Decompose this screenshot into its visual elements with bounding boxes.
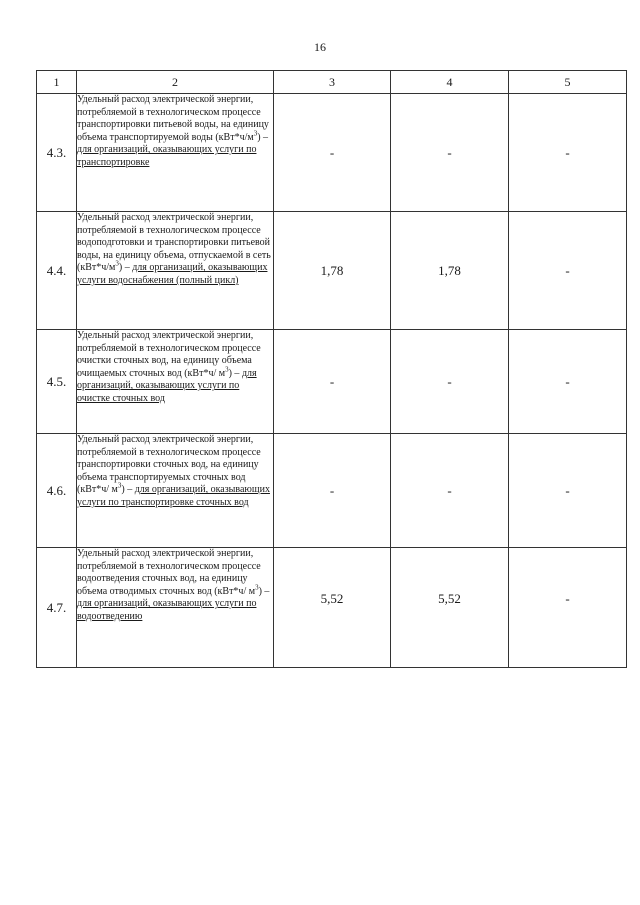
value-col3: - xyxy=(274,94,391,212)
value-col4: - xyxy=(391,330,509,434)
value-col3: - xyxy=(274,434,391,548)
row-description xyxy=(77,434,274,548)
indicators-table xyxy=(36,70,627,668)
table-row xyxy=(37,94,627,212)
description-superscript: 3 xyxy=(225,365,229,374)
value-col4: 1,78 xyxy=(391,212,509,330)
column-header-4: 4 xyxy=(391,71,509,94)
table-header-row xyxy=(37,71,627,94)
value-col5: - xyxy=(509,212,627,330)
table-row xyxy=(37,330,627,434)
page-number: 16 xyxy=(314,40,326,54)
description-superscript: 3 xyxy=(115,260,119,269)
description-underlined: для организаций, оказывающих услуги водоснабжения (полный цикл) xyxy=(77,262,268,286)
description-text: Удельный расход электрической энергии, потребляемой в технологическом процессе транспортировки сточных вод, на единицу объема транспортируемых сточных вод (кВт*ч/ м xyxy=(77,434,261,496)
row-number: 4.3. xyxy=(37,94,77,212)
description-text: Удельный расход электрической энергии, потребляемой в технологическом процессе очистки сточных вод, на единицу объема очищаемых сточных вод (кВт*ч/ м xyxy=(77,330,261,379)
row-description xyxy=(77,212,274,330)
column-header-3: 3 xyxy=(274,71,391,94)
description-text: Удельный расход электрической энергии, потребляемой в технологическом процессе водоотведения сточных вод, на единицу объема отводимых сточных вод (кВт*ч/ м xyxy=(77,548,261,597)
description-dash: ) – xyxy=(228,367,242,379)
value-col4: 5,52 xyxy=(391,548,509,668)
row-number: 4.4. xyxy=(37,212,77,330)
description-underlined: для организаций, оказывающих услуги по транспортировке сточных вод xyxy=(77,484,270,508)
table-row xyxy=(37,212,627,330)
value-col3: - xyxy=(274,330,391,434)
row-description xyxy=(77,94,274,212)
description-superscript: 3 xyxy=(253,129,258,138)
row-description xyxy=(77,548,274,668)
value-col4: - xyxy=(391,94,509,212)
value-col5: - xyxy=(509,548,627,668)
value-col3: 1,78 xyxy=(274,212,391,330)
table-row xyxy=(37,434,627,548)
row-number: 4.7. xyxy=(37,548,77,668)
row-number: 4.6. xyxy=(37,434,77,548)
row-description xyxy=(77,330,274,434)
description-text: Удельный расход электрической энергии, потребляемой в технологическом процессе водоподготовки и транспортировки питьевой воды, на единицу объема, отпускаемой в сеть (кВт*ч/м xyxy=(77,212,271,274)
value-col3: 5,52 xyxy=(274,548,391,668)
description-dash: ) – xyxy=(257,131,269,143)
row-number: 4.5. xyxy=(37,330,77,434)
description-text: Удельный расход электрической энергии, потребляемой в технологическом процессе транспортировки питьевой воды, на единицу объема транспортируемой воды (кВт*ч/м xyxy=(77,94,269,143)
value-col5: - xyxy=(509,434,627,548)
description-underlined: для организаций, оказывающих услуги по очистке сточных вод xyxy=(77,367,257,404)
column-header-2: 2 xyxy=(77,71,274,94)
table-row xyxy=(37,548,627,668)
value-col4: - xyxy=(391,434,509,548)
column-header-1: 1 xyxy=(37,71,77,94)
description-superscript: 3 xyxy=(117,482,122,491)
description-superscript: 3 xyxy=(255,583,259,592)
value-col5: - xyxy=(509,94,627,212)
description-underlined: для организаций, оказывающих услуги по транспортировке xyxy=(77,144,257,168)
description-dash: ) – xyxy=(258,585,270,597)
description-underlined: для организаций, оказывающих услуги по водоотведению xyxy=(77,598,257,622)
value-col5: - xyxy=(509,330,627,434)
column-header-5: 5 xyxy=(509,71,627,94)
description-dash: ) – xyxy=(118,262,133,274)
description-dash: ) – xyxy=(121,484,135,496)
